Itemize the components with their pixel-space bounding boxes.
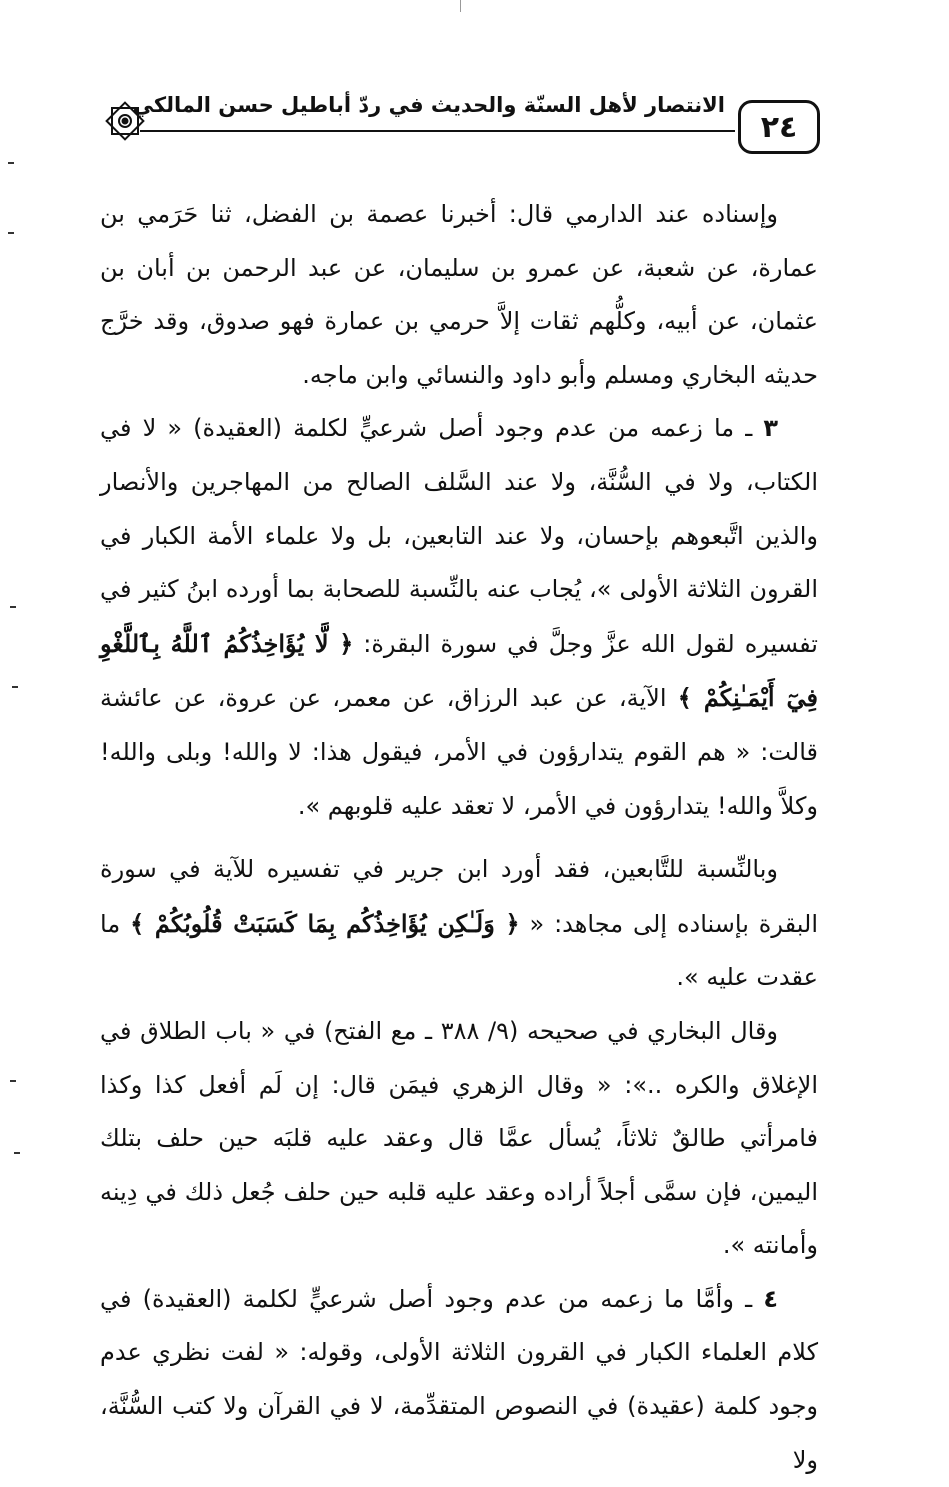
margin-mark: [10, 1080, 16, 1082]
paragraph-isnad: وإسناده عند الدارمي قال: أخبرنا عصمة بن الفضل، ثنا حَرَمي بن عمارة، عن شعبة، عن عمرو بن سليمان، عن عبد الرحمن بن أبان بن عثمان، عن أبيه، وكلُّهم ثقات إلاَّ حرمي بن عمارة فهو صدوق، وقد خرَّج حديثه البخاري ومسلم وأبو داود والنسائي وابن ماجه.: [100, 200, 818, 389]
paragraph-text: ما عقدت عليه ».: [100, 909, 818, 992]
quran-verse: ﴿ وَلَـٰكِن يُؤَاخِذُكُم بِمَا كَسَبَتْ قُلُوبُكُمْ ﴾: [130, 908, 520, 938]
quran-verse: ﴿ لَّا يُؤَاخِذُكُمُ ٱللَّهُ بِٱللَّغْوِ فِيٓ أَيْمَـٰنِكُمْ ﴾: [100, 628, 818, 713]
running-title: الانتصار لأهل السنّة والحديث في ردّ أباطيل حسن المالكي: [132, 93, 725, 117]
margin-mark: [8, 232, 14, 234]
header-rule: [140, 130, 735, 132]
paragraph-bukhari: وقال البخاري في صحيحه (٩/ ٣٨٨ ـ مع الفتح) في « باب الطلاق في الإغلاق والكره ..»: « وقال الزهري فيمَن قال: إن لَم أفعل كذا وكذا فامرأتي طالقٌ ثلاثاً، يُسأل عمَّا قال وعقد عليه قلبَه حين حلف بتلك اليمين، فإن سمَّى أجلاً أراده وعقد عليه قلبه حين حلف جُعل ذلك في دِينه وأمانته ».: [100, 1016, 818, 1260]
page-number: ٢٤: [738, 100, 820, 154]
paragraph-point-4: [100, 1273, 818, 1487]
paragraph-text: وبالنِّسبة للتَّابعين، فقد أورد ابن جرير في تفسيره للآية في سورة البقرة بإسناده إلى مجاهد: «: [100, 855, 818, 938]
margin-mark: [10, 606, 16, 608]
page-header: [100, 88, 820, 158]
margin-mark: [8, 162, 14, 164]
point-number: ٤: [763, 1284, 778, 1313]
ornament-icon: [100, 96, 150, 146]
body-text: [100, 188, 818, 1487]
paragraph-text: ـ ما زعمه من عدم وجود أصل شرعيٍّ لكلمة (العقيدة) « لا في الكتاب، ولا في السُّنَّة، ولا عند السَّلف الصالح من المهاجرين والأنصار والذين اتَّبعوهم بإحسان، ولا عند التابعين، بل ولا علماء الأمة الكبار في القرون الثلاثة الأولى »، يُجاب عنه بالنِّسبة للصحابة بما أورده ابنُ كثير في تفسيره لقول الله عزَّ وجلَّ في سورة البقرة:: [100, 414, 818, 658]
point-number: ٣: [763, 414, 778, 443]
paragraph-tabiin: [100, 843, 818, 1005]
paragraph-text: الآية، عن عبد الرزاق، عن معمر، عن عروة، عن عائشة قالت: « هم القوم يتدارؤون في الأمر، فيقول هذا: لا والله! وبلى والله! وكلاَّ والله! يتدارؤون في الأمر، لا تعقد عليه قلوبهم ».: [100, 684, 818, 820]
scan-mark: [460, 0, 461, 12]
paragraph-point-3: [100, 402, 818, 833]
margin-mark: [12, 686, 18, 688]
margin-mark: [14, 1152, 20, 1154]
paragraph-text: ـ وأمَّا ما زعمه من عدم وجود أصل شرعيٍّ لكلمة (العقيدة) في كلام العلماء الكبار في القرون الثلاثة الأولى، وقوله: « لفت نظري عدم وجود كلمة (عقيدة) في النصوص المتقدِّمة، لا في القرآن ولا كتب السُّنَّة، ولا: [100, 1284, 818, 1474]
